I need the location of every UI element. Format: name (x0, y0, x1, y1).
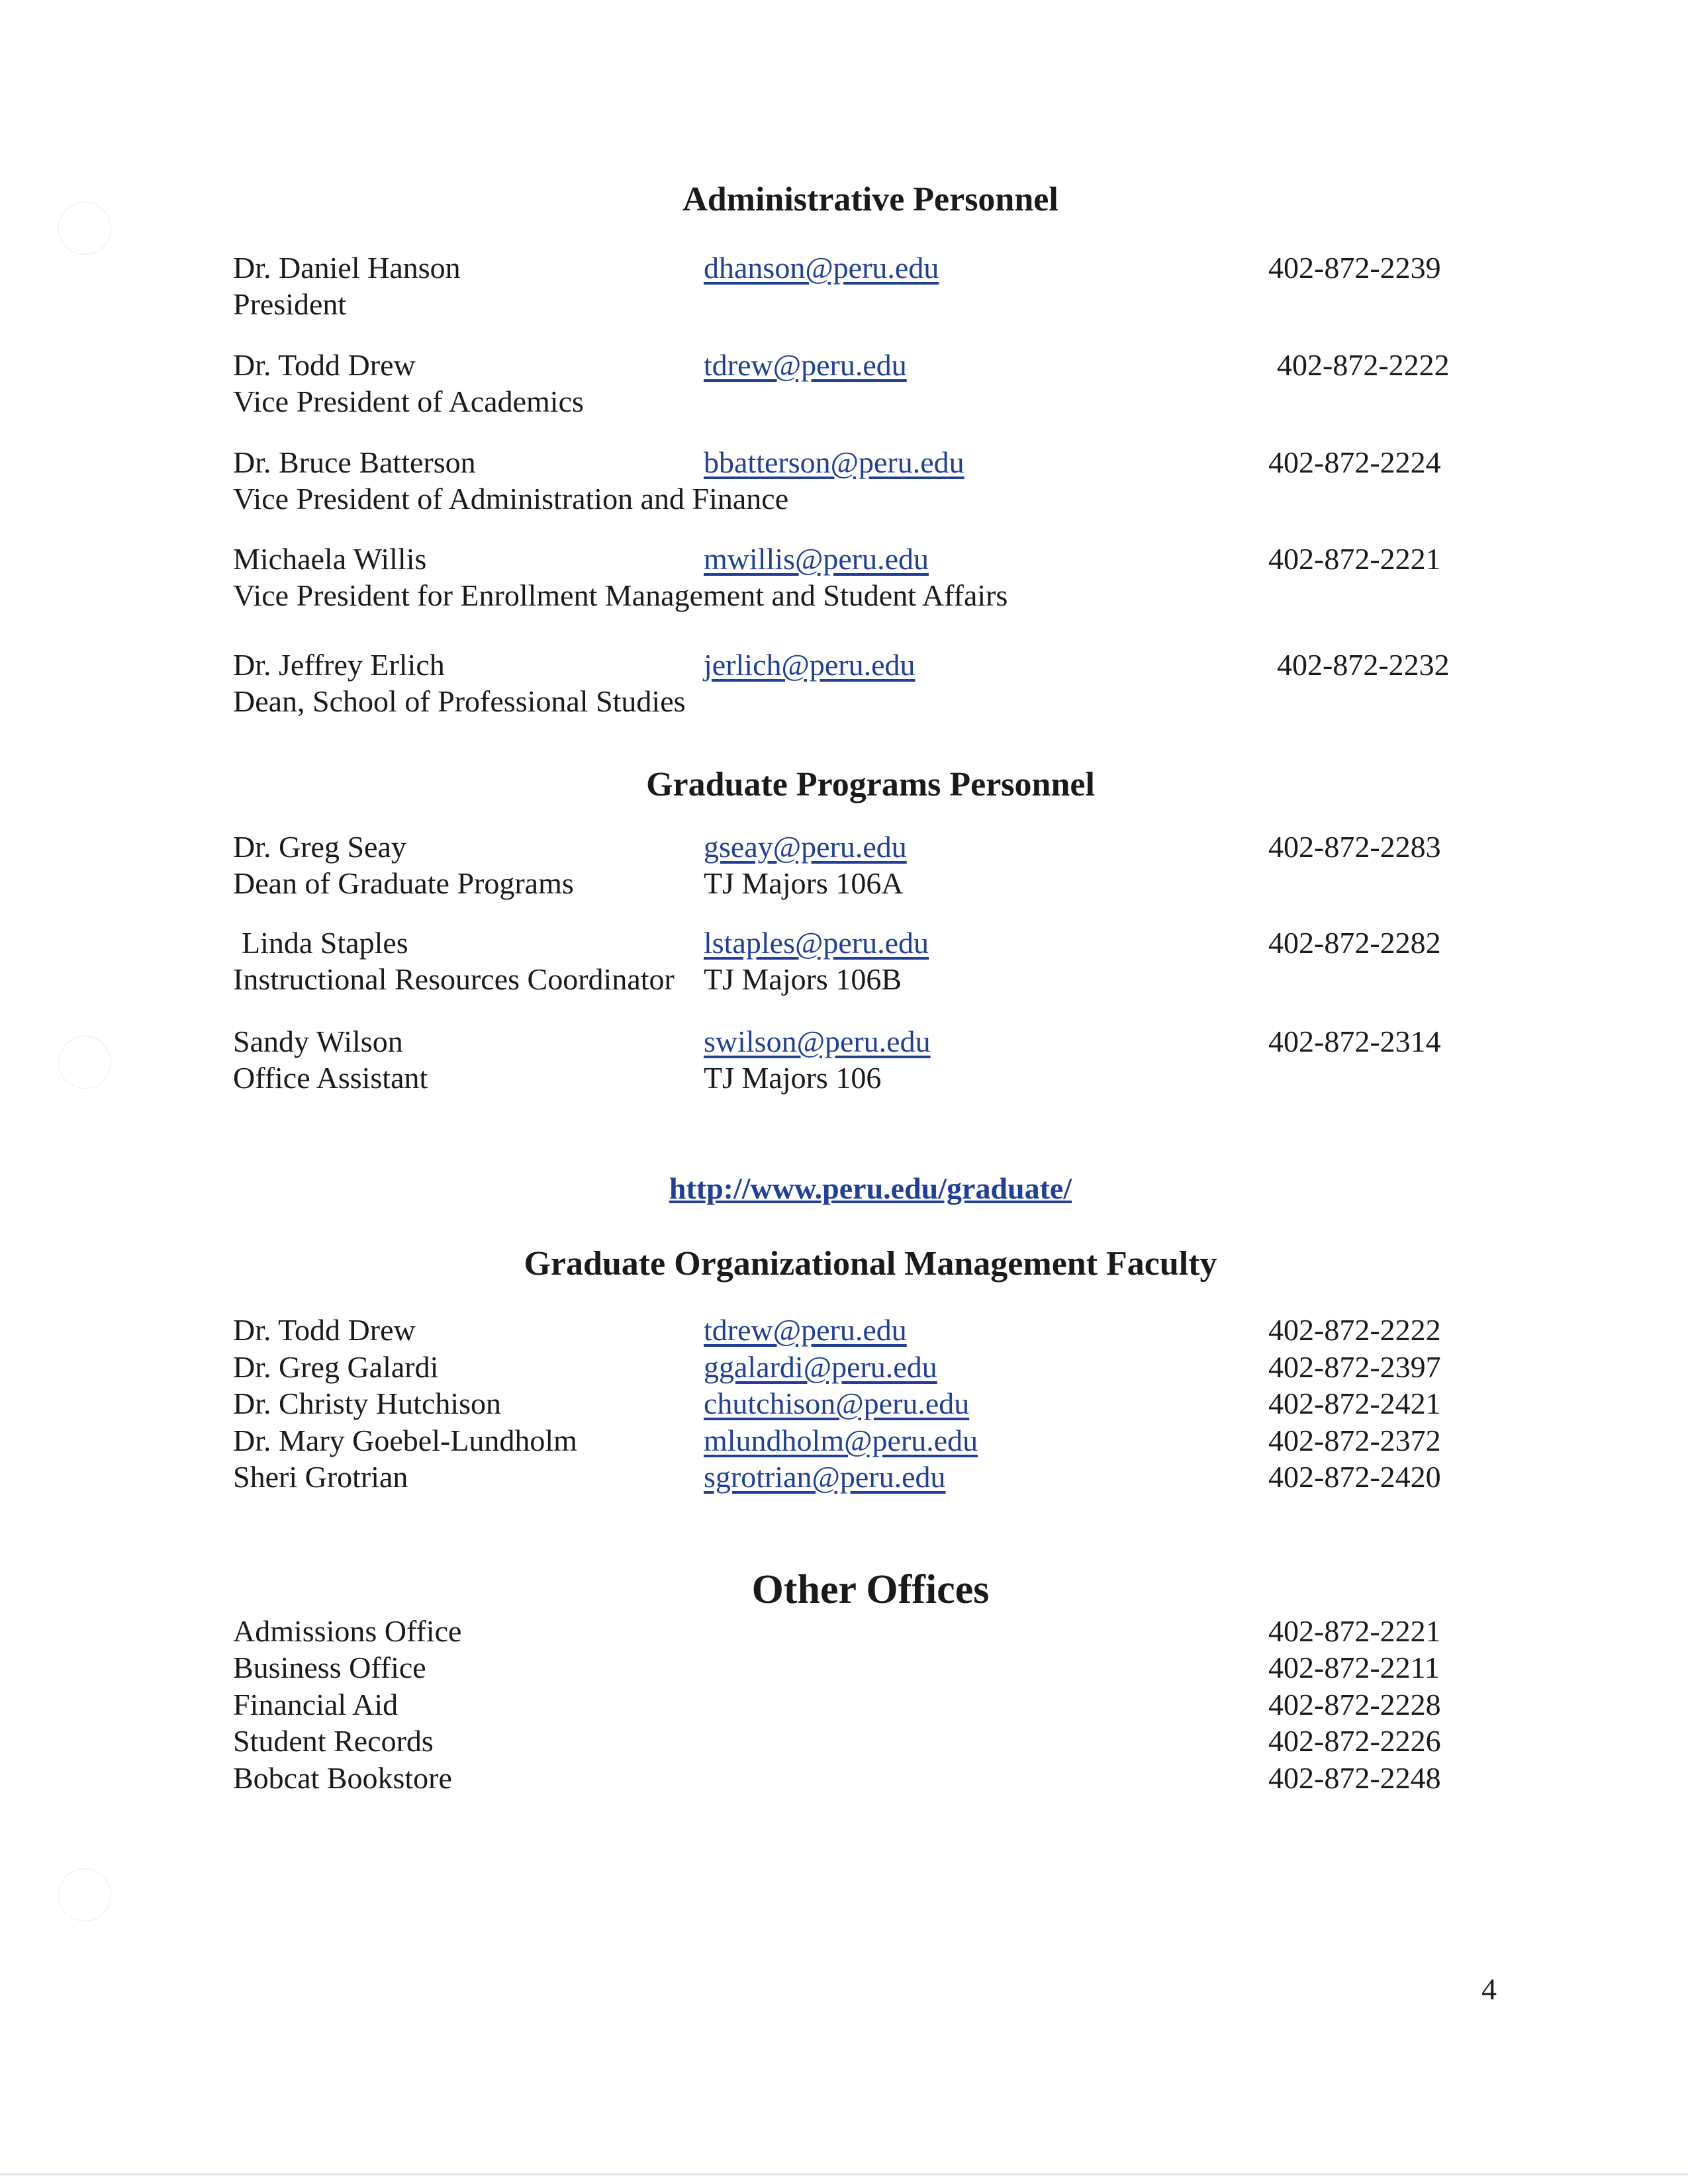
person-title: Vice President for Enrollment Management and Student Affairs (233, 578, 1008, 612)
person-name: Sandy Wilson (233, 1024, 403, 1058)
phone-number: 402-872-2221 (1268, 542, 1441, 576)
email-link[interactable]: swilson@peru.edu (704, 1024, 931, 1058)
other-offices-heading: Other Offices (751, 1567, 990, 1612)
person-name: Dr. Todd Drew (233, 348, 416, 382)
office-name: Admissions Office (233, 1614, 462, 1648)
office-location: TJ Majors 106B (704, 962, 902, 996)
email-link[interactable]: lstaples@peru.edu (704, 926, 929, 960)
email-link[interactable]: ggalardi@peru.edu (704, 1350, 937, 1384)
person-name: Dr. Bruce Batterson (233, 445, 476, 479)
email-link[interactable]: bbatterson@peru.edu (704, 445, 964, 479)
person-name: Sheri Grotrian (233, 1460, 408, 1494)
phone-number: 402-872-2226 (1268, 1724, 1441, 1758)
phone-number: 402-872-2221 (1268, 1614, 1441, 1648)
phone-number: 402-872-2222 (1277, 348, 1450, 382)
person-name: Michaela Willis (233, 542, 427, 576)
email-link[interactable]: tdrew@peru.edu (704, 348, 907, 382)
phone-number: 402-872-2282 (1268, 926, 1441, 960)
phone-number: 402-872-2283 (1268, 830, 1441, 864)
email-link[interactable]: tdrew@peru.edu (704, 1313, 907, 1347)
email-link[interactable]: dhanson@peru.edu (704, 251, 939, 285)
email-link[interactable]: sgrotrian@peru.edu (704, 1460, 946, 1494)
graduate-url-link[interactable]: http://www.peru.edu/graduate/ (669, 1171, 1072, 1205)
phone-number: 402-872-2314 (1268, 1024, 1441, 1058)
office-location: TJ Majors 106A (704, 866, 904, 900)
person-title: Vice President of Academics (233, 385, 584, 418)
person-name: Dr. Greg Seay (233, 830, 406, 864)
phone-number: 402-872-2397 (1268, 1350, 1441, 1384)
phone-number: 402-872-2224 (1268, 445, 1441, 479)
person-title: Dean, School of Professional Studies (233, 684, 686, 718)
email-link[interactable]: jerlich@peru.edu (704, 648, 915, 682)
phone-number: 402-872-2228 (1268, 1688, 1441, 1721)
person-name: Dr. Daniel Hanson (233, 251, 461, 285)
person-name: Dr. Mary Goebel-Lundholm (233, 1424, 577, 1457)
page-number: 4 (1481, 1972, 1497, 2006)
office-name: Financial Aid (233, 1688, 399, 1721)
phone-number: 402-872-2211 (1268, 1651, 1440, 1684)
phone-number: 402-872-2372 (1268, 1424, 1441, 1457)
person-name: Dr. Jeffrey Erlich (233, 648, 445, 682)
office-name: Bobcat Bookstore (233, 1761, 452, 1795)
phone-number: 402-872-2232 (1277, 648, 1450, 682)
person-title: Office Assistant (233, 1061, 428, 1095)
person-title: Vice President of Administration and Finance (233, 482, 789, 516)
person-title: Instructional Resources Coordinator (233, 962, 675, 996)
person-name: Linda Staples (242, 926, 408, 960)
phone-number: 402-872-2421 (1268, 1387, 1441, 1420)
email-link[interactable]: gseay@peru.edu (704, 830, 907, 864)
punch-hole (58, 1868, 111, 1921)
graduate-heading: Graduate Programs Personnel (646, 766, 1095, 803)
office-name: Student Records (233, 1724, 434, 1758)
person-name: Dr. Greg Galardi (233, 1350, 439, 1384)
admin-heading: Administrative Personnel (682, 181, 1058, 218)
phone-number: 402-872-2420 (1268, 1460, 1441, 1494)
person-name: Dr. Christy Hutchison (233, 1387, 502, 1420)
email-link[interactable]: mlundholm@peru.edu (704, 1424, 978, 1457)
email-link[interactable]: mwillis@peru.edu (704, 542, 929, 576)
office-name: Business Office (233, 1651, 426, 1684)
faculty-heading: Graduate Organizational Management Faculty (524, 1245, 1217, 1283)
person-name: Dr. Todd Drew (233, 1313, 416, 1347)
phone-number: 402-872-2239 (1268, 251, 1441, 285)
person-title: Dean of Graduate Programs (233, 866, 574, 900)
scan-edge-line (0, 2173, 1688, 2175)
phone-number: 402-872-2222 (1268, 1313, 1441, 1347)
email-link[interactable]: chutchison@peru.edu (704, 1387, 970, 1420)
person-title: President (233, 287, 347, 321)
office-location: TJ Majors 106 (704, 1061, 882, 1095)
punch-hole (58, 1036, 111, 1089)
phone-number: 402-872-2248 (1268, 1761, 1441, 1795)
